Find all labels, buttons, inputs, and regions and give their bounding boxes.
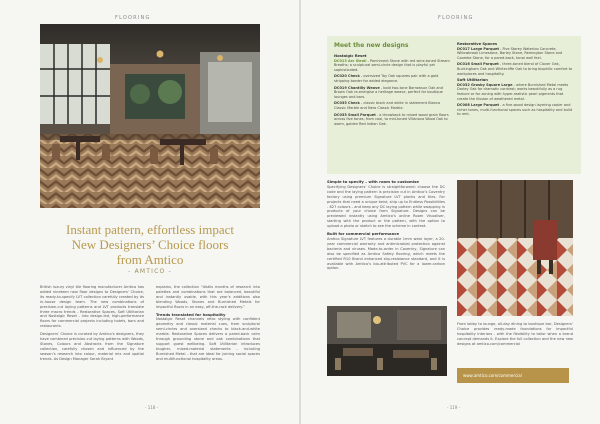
paragraph: Designers’ Choice is curated by Amtico’s designers, they have combined precision-cut laying patterns with Woods, Stones, Colours and Abstracts from the Signature collection, carefully chosen and influenced by the season’s research into colour, material mix and spatial trends. As Design Manager Sarah Bryant (40, 332, 144, 361)
title-line-1: Instant pattern, effortless impact (66, 222, 234, 237)
design-code: DC035 Check (334, 101, 360, 106)
brand-label: - AMTICO - (128, 268, 172, 275)
design-item (457, 103, 575, 117)
design-item (334, 113, 452, 127)
right-text-column (327, 180, 445, 274)
design-item (457, 62, 575, 76)
paragraph: Amtico Signature LVT features a durable 1mm wear layer, a 20-year commercial warranty and antimicrobial protection against bacteria and viruses. Made-to-order in Coventry, Signature can also be specified as Amtico Safety flooring, which meets the certified R10 Brand enhanced slip-resistance standard, and it is available with Amtico’s bio-attributed PVC for a lower-carbon option. (327, 236, 445, 271)
design-item (457, 47, 575, 61)
design-desc: - a five-wood design layering cooler and richer tones, multi-functional spaces such as hospitality and build to rent. (457, 103, 573, 117)
patterned-floor-photo (457, 180, 573, 316)
paragraph: British luxury vinyl tile flooring manufacturer Amtico has added nineteen new floor designs to Designers’ Choice, its ready-to-specify LVT collection carefully created by its in-house design team. The new combinations of precision-cut laying patterns and LVT products translate three macro trends - Restorative Spaces, Soft Utilitarian and Nostalgic Reset - into design-led, high-performance floors for commercial projects including hotels, bars and restaurants. (40, 285, 144, 329)
restaurant-interior-photo (40, 24, 260, 208)
design-item (457, 83, 575, 101)
design-desc: - Parchment Stone with red wine-toned Stream Breaths; a sculptural semi-circle design that is playful yet sophisticated. (334, 58, 450, 72)
section-heading: Simple to specify – with room to customise (327, 179, 419, 184)
design-code: DC020 Check (334, 74, 360, 79)
design-item (334, 74, 452, 83)
left-page-header: FLOORING (115, 15, 151, 21)
section-heading: Trends translated for hospitality (156, 311, 226, 317)
design-item (334, 101, 452, 110)
title-line-3: from Amtico (116, 252, 184, 267)
box-heading: Nostalgic Reset (334, 54, 367, 58)
design-item (334, 59, 452, 73)
box-heading: Soft Utilitarian (457, 78, 488, 83)
closing-paragraph (457, 322, 573, 350)
box-column-2 (457, 42, 575, 119)
box-title: Meet the new designs (334, 42, 409, 49)
design-desc: - where Burnished Metal meets Darley Oak for dramatic contrast; works beautifully as a rug feature or for zoning with hyper-realistic pearl pigments that create the illusion of weathered metal. (457, 82, 569, 101)
paragraph: explains, the collection “distils months of research into palettes and combinations that are balanced, beautiful and instantly usable, with this year’s additions also blending Woods, Stones and Burnished Metals for impactful floors in an easy, off-the-rack delivery.” (156, 285, 260, 309)
design-desc: - bold two-tone Barrowsun Oak and Brown Oak re-energise a heritage weave, perfect for boutique lounges and bars. (334, 85, 443, 99)
design-code: DC008 Large Parquet (457, 103, 500, 108)
paragraph: Specifying Designers’ Choice is straightforward: choose the DC code and the laying pattern is precision cut in Amtico’s Coventry factory using premium Signature LVT planks and tiles. For projects that need a unique twist, ship up to Endless Possibilities - 827 colours - and keep any DC laying pattern while swapping in products of your choice from Signature. Designs can be previewed instantly using Amtico’s online Room Visualiser, starting with the product or the pattern, with the option to upload a photo or sketch to see the scheme in context. (327, 184, 445, 229)
right-page-number: - 119 - (447, 405, 461, 410)
design-code: DC017 Large Parquet (457, 46, 500, 51)
left-page-number: - 118 - (145, 405, 159, 410)
box-heading: Restorative Spaces (457, 42, 498, 46)
website-link[interactable]: www.amtico.com/commercial (457, 368, 569, 383)
left-column-1 (40, 285, 144, 365)
design-code: DC032 Grosby Square Large (457, 82, 513, 87)
paragraph: Nostalgic Reset channels retro styling with confident geometry and classic material cues, from sculptural semi-circles and oversized checks to black-and-white marble. Restorative Spaces delivers a pared-back calm through grounding stone and oak combinations that support guest wellbeing. Soft Utilitarian introduces tougher, mixed-material statements - including Burnished Metal - that are ideal for joining social spaces and multifunctional hospitality areas. (156, 317, 260, 361)
design-desc: - classic black and white in statement Bianca Classic Marble and Nero Classic Marble. (334, 101, 441, 110)
title-line-2: New Designers’ Choice floors (71, 237, 229, 252)
design-desc: - oversized Tay Oak squares pair with a gold stripping border for added elegance. (334, 74, 439, 83)
design-code: DC019 Chantilly Weave (334, 85, 380, 90)
design-item (334, 86, 452, 100)
box-column-1 (334, 54, 452, 128)
section-heading: Built for commercial performance (327, 231, 400, 237)
spine-gutter (299, 0, 301, 424)
left-column-2 (156, 285, 260, 365)
lobby-interior-photo (327, 306, 447, 376)
design-code: DC013 Arc Stroll (334, 58, 367, 63)
paragraph: From lobby to lounge, all-day dining to boutique bar, Designers’ Choice provides ready-made foundations for impactful hospitality interiors - with the flexibility to tailor when a brand concept demands it. Explore the full collection and the new new designs at amtico.com/commercial (457, 322, 573, 346)
design-code: DC035 Small Parquet (334, 112, 376, 117)
design-desc: - three-toned blend of Clover Oak, Buckingham Oak and Whitecliffe Oak to bring biophilic comfort to workplaces and hospitality. (457, 62, 573, 76)
design-desc: - a throwback to mixed wood grain floors across five tones, from cool, to mid-toned Villanova Wood Oak to warm, golden Red Indian Oak. (334, 112, 449, 126)
design-code: DC016 Small Parquet (457, 62, 499, 67)
article-title (40, 222, 260, 267)
right-page-header: FLOORING (438, 15, 474, 21)
design-desc: - Five Storey Waterloo Concrete, Willowbrook Limestone, Barley Stone, Remington Stone and Coombe Stone, for a pared-back, tonal wall feel. (457, 46, 563, 60)
